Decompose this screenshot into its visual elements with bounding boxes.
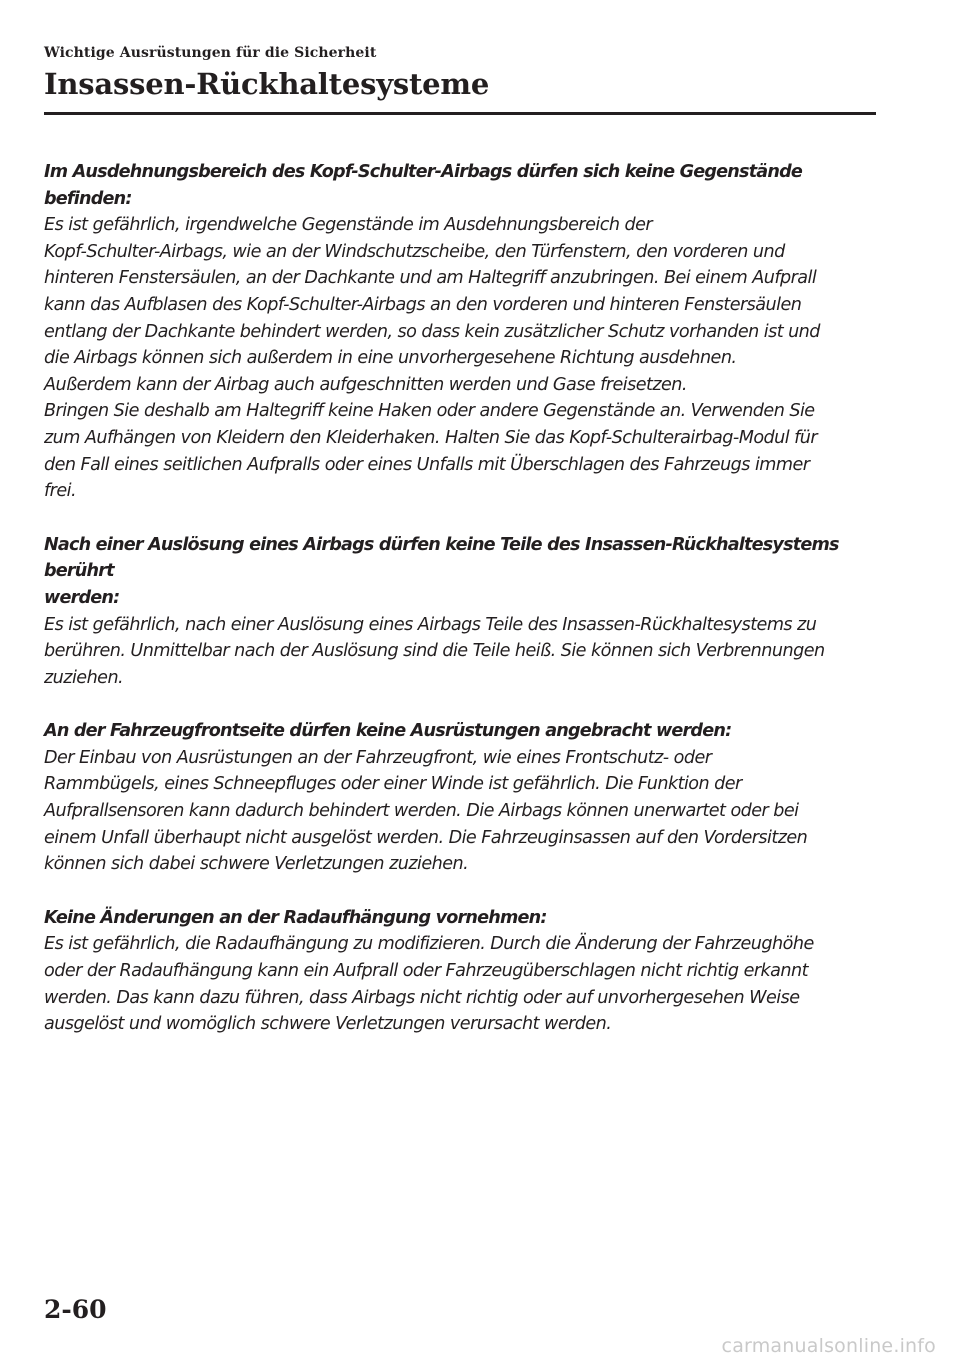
page-number: 2-60 bbox=[44, 1295, 107, 1324]
text-line: Es ist gefährlich, irgendwelche Gegenstände im Ausdehnungsbereich der bbox=[44, 215, 653, 236]
text-line: entlang der Dachkante behindert werden, so dass kein zusätzlicher Schutz vorhanden ist und bbox=[44, 321, 820, 342]
text-line: berühren. Unmittelbar nach der Auslösung sind die Teile heiß. Sie können sich Verbrennungen bbox=[44, 641, 825, 662]
text-line: Der Einbau von Ausrüstungen an der Fahrzeugfront, wie eines Frontschutz- oder bbox=[44, 747, 712, 768]
text-line: kann das Aufblasen des Kopf-Schulter-Airbags an den vorderen und hinteren Fenstersäulen bbox=[44, 294, 802, 315]
warning-block-after-deployment bbox=[44, 532, 876, 692]
text-line: den Fall eines seitlichen Aufpralls oder eines Unfalls mit Überschlagen des Fahrzeugs immer bbox=[44, 454, 810, 475]
block-heading-continued: werden: bbox=[44, 587, 120, 608]
text-line: einem Unfall überhaupt nicht ausgelöst werden. Die Fahrzeuginsassen auf den Vordersitzen bbox=[44, 827, 808, 848]
section-label: Wichtige Ausrüstungen für die Sicherheit bbox=[44, 45, 377, 61]
text-line: frei. bbox=[44, 481, 76, 502]
warning-block-suspension bbox=[44, 905, 876, 1038]
text-line: Es ist gefährlich, nach einer Auslösung eines Airbags Teile des Insassen-Rückhaltesystems zu bbox=[44, 614, 817, 635]
text-line: können sich dabei schwere Verletzungen zuziehen. bbox=[44, 854, 469, 875]
warning-block-head-airbag-area bbox=[44, 159, 876, 505]
page-header bbox=[44, 44, 876, 115]
block-heading: Keine Änderungen an der Radaufhängung vornehmen: bbox=[44, 907, 547, 928]
text-line: Außerdem kann der Airbag auch aufgeschnitten werden und Gase freisetzen. bbox=[44, 374, 687, 395]
text-line: Aufprallsensoren kann dadurch behindert werden. Die Airbags können unerwartet oder bei bbox=[44, 801, 799, 822]
warning-content bbox=[44, 159, 876, 1065]
warning-block-front-equipment bbox=[44, 718, 876, 878]
text-line: Rammbügels, eines Schneepfluges oder einer Winde ist gefährlich. Die Funktion der bbox=[44, 774, 742, 795]
block-heading: An der Fahrzeugfrontseite dürfen keine Ausrüstungen angebracht werden: bbox=[44, 721, 732, 742]
text-line: Bringen Sie deshalb am Haltegriff keine Haken oder andere Gegenstände an. Verwenden Sie bbox=[44, 401, 815, 422]
text-line: zuziehen. bbox=[44, 667, 124, 688]
text-line: ausgelöst und womöglich schwere Verletzungen verursacht werden. bbox=[44, 1014, 612, 1035]
page-title: Insassen-Rückhaltesysteme bbox=[44, 67, 490, 101]
text-line: Kopf-Schulter-Airbags, wie an der Windschutzscheibe, den Türfenstern, den vorderen und bbox=[44, 241, 785, 262]
block-heading: Nach einer Auslösung eines Airbags dürfen keine Teile des Insassen-Rückhaltesystems berührt bbox=[44, 534, 839, 582]
text-line: Es ist gefährlich, die Radaufhängung zu modifizieren. Durch die Änderung der Fahrzeughöhe bbox=[44, 934, 814, 955]
text-line: die Airbags können sich außerdem in eine unvorhergesehene Richtung ausdehnen. bbox=[44, 348, 737, 369]
watermark: carmanualsonline.info bbox=[721, 1335, 936, 1357]
text-line: hinteren Fenstersäulen, an der Dachkante und am Haltegriff anzubringen. Bei einem Aufprall bbox=[44, 268, 817, 289]
block-heading: Im Ausdehnungsbereich des Kopf-Schulter-Airbags dürfen sich keine Gegenstände befinden: bbox=[44, 162, 803, 209]
text-line: werden. Das kann dazu führen, dass Airbags nicht richtig oder auf unvorhergesehen Weise bbox=[44, 987, 800, 1008]
text-line: oder der Radaufhängung kann ein Aufprall oder Fahrzeugüberschlagen nicht richtig erkannt bbox=[44, 961, 808, 982]
header-divider bbox=[44, 112, 876, 115]
text-line: zum Aufhängen von Kleidern den Kleiderhaken. Halten Sie das Kopf-Schulterairbag-Modul für bbox=[44, 427, 818, 448]
